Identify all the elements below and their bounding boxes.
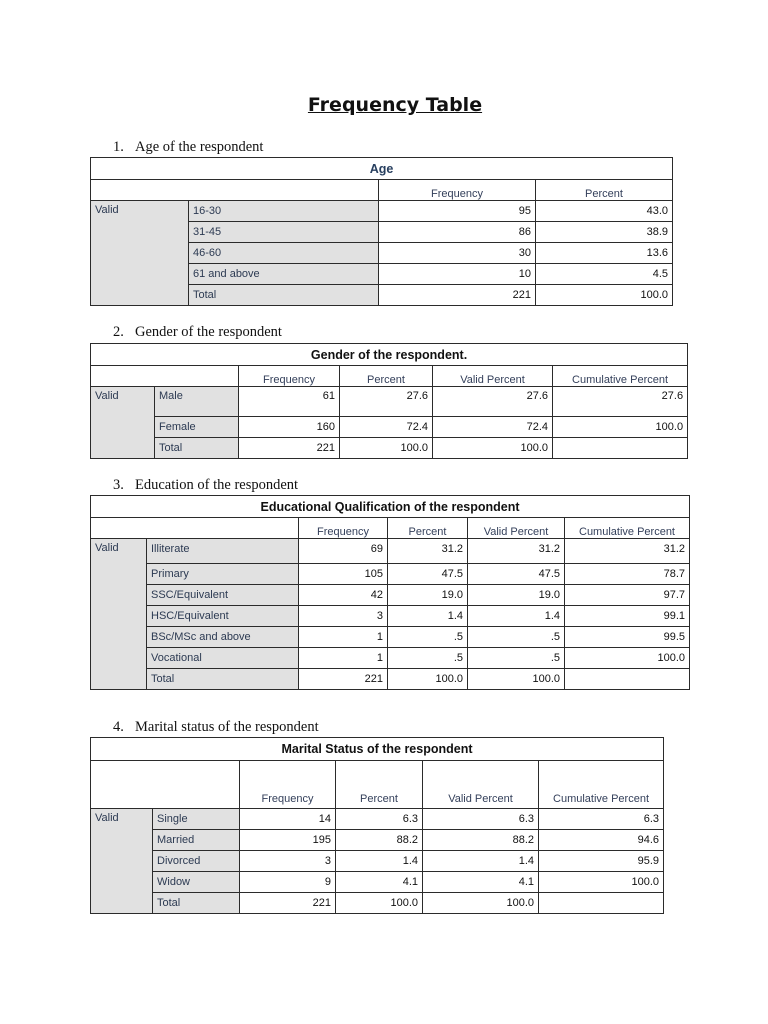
cell-cumulative-percent: 95.9	[539, 851, 664, 872]
cell-cumulative-percent	[565, 669, 690, 690]
table-row	[91, 830, 664, 851]
valid-label: Valid	[91, 539, 147, 690]
cell-cumulative-percent	[553, 438, 688, 459]
table-row	[91, 851, 664, 872]
section-heading-age	[113, 139, 263, 156]
cell-percent: .5	[388, 648, 468, 669]
cell-valid-percent: 100.0	[423, 893, 539, 914]
cell-percent: 4.5	[536, 264, 673, 285]
cell-valid-percent: 100.0	[433, 438, 553, 459]
cell-cumulative-percent: 99.5	[565, 627, 690, 648]
cell-cumulative-percent: 99.1	[565, 606, 690, 627]
cell-frequency: 69	[299, 539, 388, 564]
header-blank	[91, 366, 239, 387]
cell-frequency: 3	[240, 851, 336, 872]
cell-valid-percent: 72.4	[433, 417, 553, 438]
cell-valid-percent: 4.1	[423, 872, 539, 893]
row-label: Married	[153, 830, 240, 851]
cell-percent: 100.0	[340, 438, 433, 459]
marital-status-frequency-table	[90, 737, 664, 914]
table-row	[91, 809, 664, 830]
section-number: 2.	[113, 324, 124, 340]
cell-percent: 19.0	[388, 585, 468, 606]
cell-valid-percent: 31.2	[468, 539, 565, 564]
cell-valid-percent: 1.4	[468, 606, 565, 627]
table-row-total	[91, 669, 690, 690]
row-label: SSC/Equivalent	[147, 585, 299, 606]
row-label: Widow	[153, 872, 240, 893]
table-row	[91, 387, 688, 417]
cell-valid-percent: 88.2	[423, 830, 539, 851]
section-number: 3.	[113, 477, 124, 493]
table-row	[91, 606, 690, 627]
cell-frequency: 30	[379, 243, 536, 264]
row-label: Male	[155, 387, 239, 417]
cell-cumulative-percent: 100.0	[553, 417, 688, 438]
header-valid-percent: Valid Percent	[423, 761, 539, 809]
row-label: Illiterate	[147, 539, 299, 564]
section-heading-text: Education of the respondent	[135, 477, 299, 493]
cell-frequency: 3	[299, 606, 388, 627]
cell-percent: 47.5	[388, 564, 468, 585]
row-label: BSc/MSc and above	[147, 627, 299, 648]
table-row	[91, 872, 664, 893]
header-percent: Percent	[336, 761, 423, 809]
row-label: 61 and above	[189, 264, 379, 285]
cell-cumulative-percent: 100.0	[565, 648, 690, 669]
age-frequency-table	[90, 157, 673, 306]
table-row	[91, 585, 690, 606]
cell-valid-percent: 100.0	[468, 669, 565, 690]
row-label: HSC/Equivalent	[147, 606, 299, 627]
cell-percent: 1.4	[336, 851, 423, 872]
cell-frequency: 221	[240, 893, 336, 914]
cell-valid-percent: 19.0	[468, 585, 565, 606]
valid-label: Valid	[91, 387, 155, 459]
cell-frequency: 14	[240, 809, 336, 830]
cell-percent: 1.4	[388, 606, 468, 627]
cell-cumulative-percent: 78.7	[565, 564, 690, 585]
table-caption: Educational Qualification of the respondent	[91, 496, 690, 518]
row-label: Female	[155, 417, 239, 438]
header-valid-percent: Valid Percent	[433, 366, 553, 387]
cell-frequency: 160	[239, 417, 340, 438]
header-percent: Percent	[388, 518, 468, 539]
cell-cumulative-percent: 100.0	[539, 872, 664, 893]
cell-percent: 43.0	[536, 201, 673, 222]
cell-frequency: 10	[379, 264, 536, 285]
cell-percent: 27.6	[340, 387, 433, 417]
row-label: Vocational	[147, 648, 299, 669]
row-label: 46-60	[189, 243, 379, 264]
cell-frequency: 221	[299, 669, 388, 690]
section-number: 4.	[113, 719, 124, 735]
cell-percent: 100.0	[388, 669, 468, 690]
header-blank	[91, 761, 240, 809]
header-cumulative-percent: Cumulative Percent	[565, 518, 690, 539]
cell-cumulative-percent: 27.6	[553, 387, 688, 417]
cell-cumulative-percent: 6.3	[539, 809, 664, 830]
cell-cumulative-percent: 97.7	[565, 585, 690, 606]
cell-frequency: 1	[299, 627, 388, 648]
cell-frequency: 195	[240, 830, 336, 851]
cell-percent: 4.1	[336, 872, 423, 893]
header-valid-percent: Valid Percent	[468, 518, 565, 539]
row-label: Total	[189, 285, 379, 306]
header-cumulative-percent: Cumulative Percent	[539, 761, 664, 809]
cell-frequency: 95	[379, 201, 536, 222]
cell-percent: 38.9	[536, 222, 673, 243]
header-blank	[91, 180, 379, 201]
cell-cumulative-percent: 94.6	[539, 830, 664, 851]
cell-frequency: 61	[239, 387, 340, 417]
section-heading-text: Gender of the respondent	[135, 324, 282, 340]
cell-percent: 72.4	[340, 417, 433, 438]
valid-label: Valid	[91, 201, 189, 306]
cell-valid-percent: 6.3	[423, 809, 539, 830]
valid-label: Valid	[91, 809, 153, 914]
row-label: 31-45	[189, 222, 379, 243]
cell-frequency: 1	[299, 648, 388, 669]
table-row-total	[91, 438, 688, 459]
section-heading-text: Marital status of the respondent	[135, 719, 319, 735]
header-blank	[91, 518, 299, 539]
table-caption: Age	[91, 158, 673, 180]
cell-valid-percent: .5	[468, 627, 565, 648]
row-label: 16-30	[189, 201, 379, 222]
table-row	[91, 539, 690, 564]
row-label: Total	[147, 669, 299, 690]
section-heading-gender	[113, 324, 282, 341]
row-label: Single	[153, 809, 240, 830]
cell-frequency: 221	[239, 438, 340, 459]
cell-percent: 100.0	[336, 893, 423, 914]
row-label: Total	[153, 893, 240, 914]
cell-frequency: 221	[379, 285, 536, 306]
row-label: Divorced	[153, 851, 240, 872]
table-row-total	[91, 893, 664, 914]
cell-valid-percent: .5	[468, 648, 565, 669]
cell-percent: 6.3	[336, 809, 423, 830]
header-percent: Percent	[340, 366, 433, 387]
page-title: Frequency Table	[307, 94, 483, 116]
row-label: Total	[155, 438, 239, 459]
table-row	[91, 627, 690, 648]
section-number: 1.	[113, 139, 124, 155]
cell-frequency: 42	[299, 585, 388, 606]
table-row	[91, 564, 690, 585]
table-caption: Marital Status of the respondent	[91, 738, 664, 761]
cell-valid-percent: 47.5	[468, 564, 565, 585]
cell-percent: .5	[388, 627, 468, 648]
section-heading-education	[113, 477, 298, 494]
cell-percent: 100.0	[536, 285, 673, 306]
header-percent: Percent	[536, 180, 673, 201]
cell-valid-percent: 27.6	[433, 387, 553, 417]
cell-percent: 88.2	[336, 830, 423, 851]
cell-percent: 31.2	[388, 539, 468, 564]
cell-cumulative-percent	[539, 893, 664, 914]
header-cumulative-percent: Cumulative Percent	[553, 366, 688, 387]
section-heading-marital	[113, 719, 319, 736]
row-label: Primary	[147, 564, 299, 585]
cell-frequency: 86	[379, 222, 536, 243]
header-frequency: Frequency	[299, 518, 388, 539]
table-row	[91, 417, 688, 438]
cell-valid-percent: 1.4	[423, 851, 539, 872]
table-row	[91, 201, 673, 222]
cell-frequency: 9	[240, 872, 336, 893]
cell-percent: 13.6	[536, 243, 673, 264]
header-frequency: Frequency	[239, 366, 340, 387]
gender-frequency-table	[90, 343, 688, 459]
header-frequency: Frequency	[379, 180, 536, 201]
cell-cumulative-percent: 31.2	[565, 539, 690, 564]
education-frequency-table	[90, 495, 690, 690]
table-caption: Gender of the respondent.	[91, 344, 688, 366]
table-row	[91, 648, 690, 669]
header-frequency: Frequency	[240, 761, 336, 809]
cell-frequency: 105	[299, 564, 388, 585]
section-heading-text: Age of the respondent	[135, 139, 264, 155]
